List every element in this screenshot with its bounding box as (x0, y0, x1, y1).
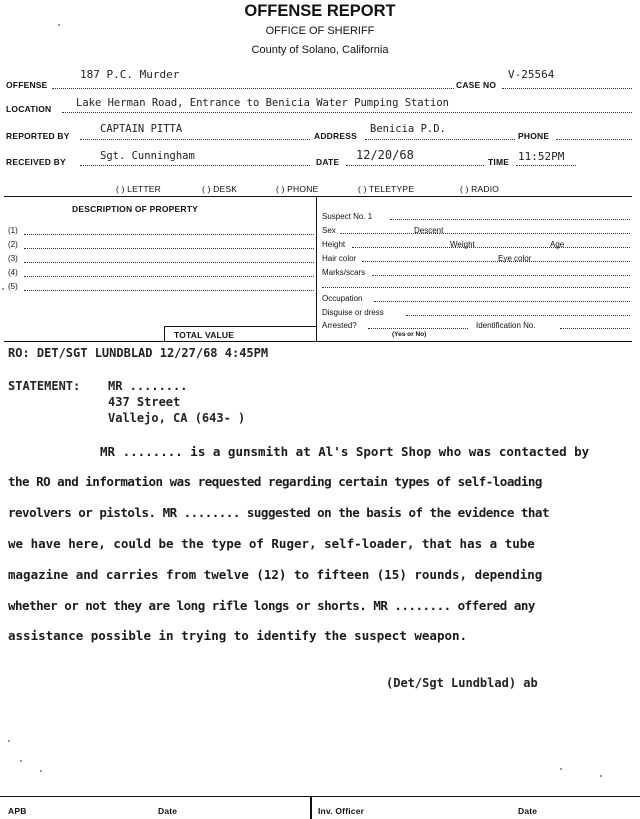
sex-line (340, 233, 630, 234)
property-row-2: (2) (8, 240, 18, 249)
case-no-line (502, 88, 632, 89)
received-by-label: RECEIVED BY (6, 157, 66, 167)
signature-line: (Det/Sgt Lundblad) ab (386, 676, 538, 690)
property-heading: DESCRIPTION OF PROPERTY (72, 204, 198, 214)
method-teletype: ( ) TELETYPE (358, 184, 415, 194)
ro-line: RO: DET/SGT LUNDBLAD 12/27/68 4:45PM (8, 346, 269, 360)
box-top-rule (4, 196, 632, 197)
scan-speck (8, 740, 10, 742)
property-line-1 (24, 234, 314, 235)
hair-line (362, 261, 630, 262)
offense-label: OFFENSE (6, 80, 48, 90)
report-title: OFFENSE REPORT (244, 2, 396, 20)
statement-line-4: we have here, could be the type of Ruger, self-loader, that has a tube (8, 536, 535, 551)
reported-by-value: CAPTAIN PITTA (100, 123, 183, 135)
reported-by-line (80, 139, 310, 140)
phone-line (556, 139, 632, 140)
property-line-5 (24, 290, 314, 291)
method-desk: ( ) DESK (202, 184, 238, 194)
county-name: County of Solano, California (251, 44, 389, 56)
statement-line-3: revolvers or pistols. MR ........ suggested on the basis of the evidence that (8, 505, 549, 520)
statement-line-2: the RO and information was requested regarding certain types of self-loading (8, 474, 542, 489)
height-line (352, 247, 630, 248)
reported-by-label: REPORTED BY (6, 131, 70, 141)
yes-no-hint: (Yes or No) (392, 331, 427, 338)
location-line (62, 112, 632, 113)
phone-label: PHONE (518, 131, 550, 141)
case-no-value: V-25564 (508, 68, 555, 81)
scan-speck (20, 760, 22, 762)
eye-label: Eye color (498, 254, 532, 263)
address-value: Benicia P.D. (370, 123, 446, 135)
address-label: ADDRESS (314, 131, 357, 141)
box-bottom-rule (4, 341, 632, 342)
scan-speck (58, 24, 60, 26)
time-value: 11:52PM (518, 150, 565, 163)
scan-speck (2, 288, 4, 290)
apb-label: APB (8, 806, 27, 816)
offense-line (52, 88, 454, 89)
total-top-rule (164, 326, 316, 327)
statement-line-1: MR ........ is a gunsmith at Al's Sport Shop who was contacted by (100, 444, 590, 459)
statement-city: Vallejo, CA (643- ) (108, 411, 246, 425)
date-value: 12/20/68 (356, 148, 414, 162)
blank-line (322, 287, 630, 288)
property-line-4 (24, 276, 314, 277)
location-label: LOCATION (6, 104, 52, 114)
property-row-4: (4) (8, 268, 18, 277)
sex-label: Sex (322, 226, 336, 235)
statement-line-5: magazine and carries from twelve (12) to fifteen (15) rounds, depending (8, 567, 543, 582)
statement-label: STATEMENT: (8, 379, 81, 393)
received-by-value: Sgt. Cunningham (100, 150, 195, 162)
location-value: Lake Herman Road, Entrance to Benicia Water Pumping Station (76, 97, 449, 109)
footer-divider (310, 796, 312, 819)
height-label: Height (322, 240, 346, 249)
box-divider (316, 196, 317, 342)
property-row-3: (3) (8, 254, 18, 263)
office-name: OFFICE OF SHERIFF (265, 25, 375, 37)
property-line-2 (24, 248, 314, 249)
arrested-line (368, 328, 468, 329)
suspect-no: Suspect No. 1 (322, 212, 373, 221)
identification-line (560, 328, 630, 329)
date-line (346, 165, 484, 166)
descent-label: Descent (414, 226, 444, 235)
footer-date-1: Date (158, 806, 178, 816)
scan-speck (600, 775, 602, 777)
total-value-label: TOTAL VALUE (174, 330, 235, 340)
weight-label: Weight (450, 240, 475, 249)
occupation-line (374, 301, 630, 302)
property-row-5: (5) (8, 282, 18, 291)
footer-date-2: Date (518, 806, 538, 816)
scan-speck (40, 770, 42, 772)
received-by-line (80, 165, 310, 166)
suspect-no-line (390, 219, 630, 220)
time-label: TIME (488, 157, 510, 167)
statement-line-7: assistance possible in trying to identify the suspect weapon. (8, 628, 468, 643)
marks-line (372, 275, 630, 276)
property-row-1: (1) (8, 226, 18, 235)
hair-label: Hair color (322, 254, 357, 263)
time-line (516, 165, 576, 166)
disguise-label: Disguise or dress (322, 308, 384, 317)
statement-street: 437 Street (108, 395, 181, 409)
inv-officer-label: Inv. Officer (318, 806, 365, 816)
statement-line-6: whether or not they are long rifle longs or shorts. MR ........ offered any (8, 598, 535, 613)
occupation-label: Occupation (322, 294, 363, 303)
method-radio: ( ) RADIO (460, 184, 500, 194)
arrested-label: Arrested? (322, 321, 357, 330)
scan-speck (560, 768, 562, 770)
offense-value: 187 P.C. Murder (80, 68, 180, 81)
identification-label: Identification No. (476, 321, 536, 330)
date-label: DATE (316, 157, 340, 167)
total-divider (164, 326, 165, 342)
property-line-3 (24, 262, 314, 263)
method-letter: ( ) LETTER (116, 184, 161, 194)
method-phone: ( ) PHONE (276, 184, 319, 194)
address-line (365, 139, 515, 140)
disguise-line (406, 315, 630, 316)
case-no-label: CASE NO (456, 80, 497, 90)
footer-rule (0, 796, 640, 797)
statement-name: MR ........ (108, 379, 188, 393)
marks-label: Marks/scars (322, 268, 366, 277)
age-label: Age (550, 240, 565, 249)
